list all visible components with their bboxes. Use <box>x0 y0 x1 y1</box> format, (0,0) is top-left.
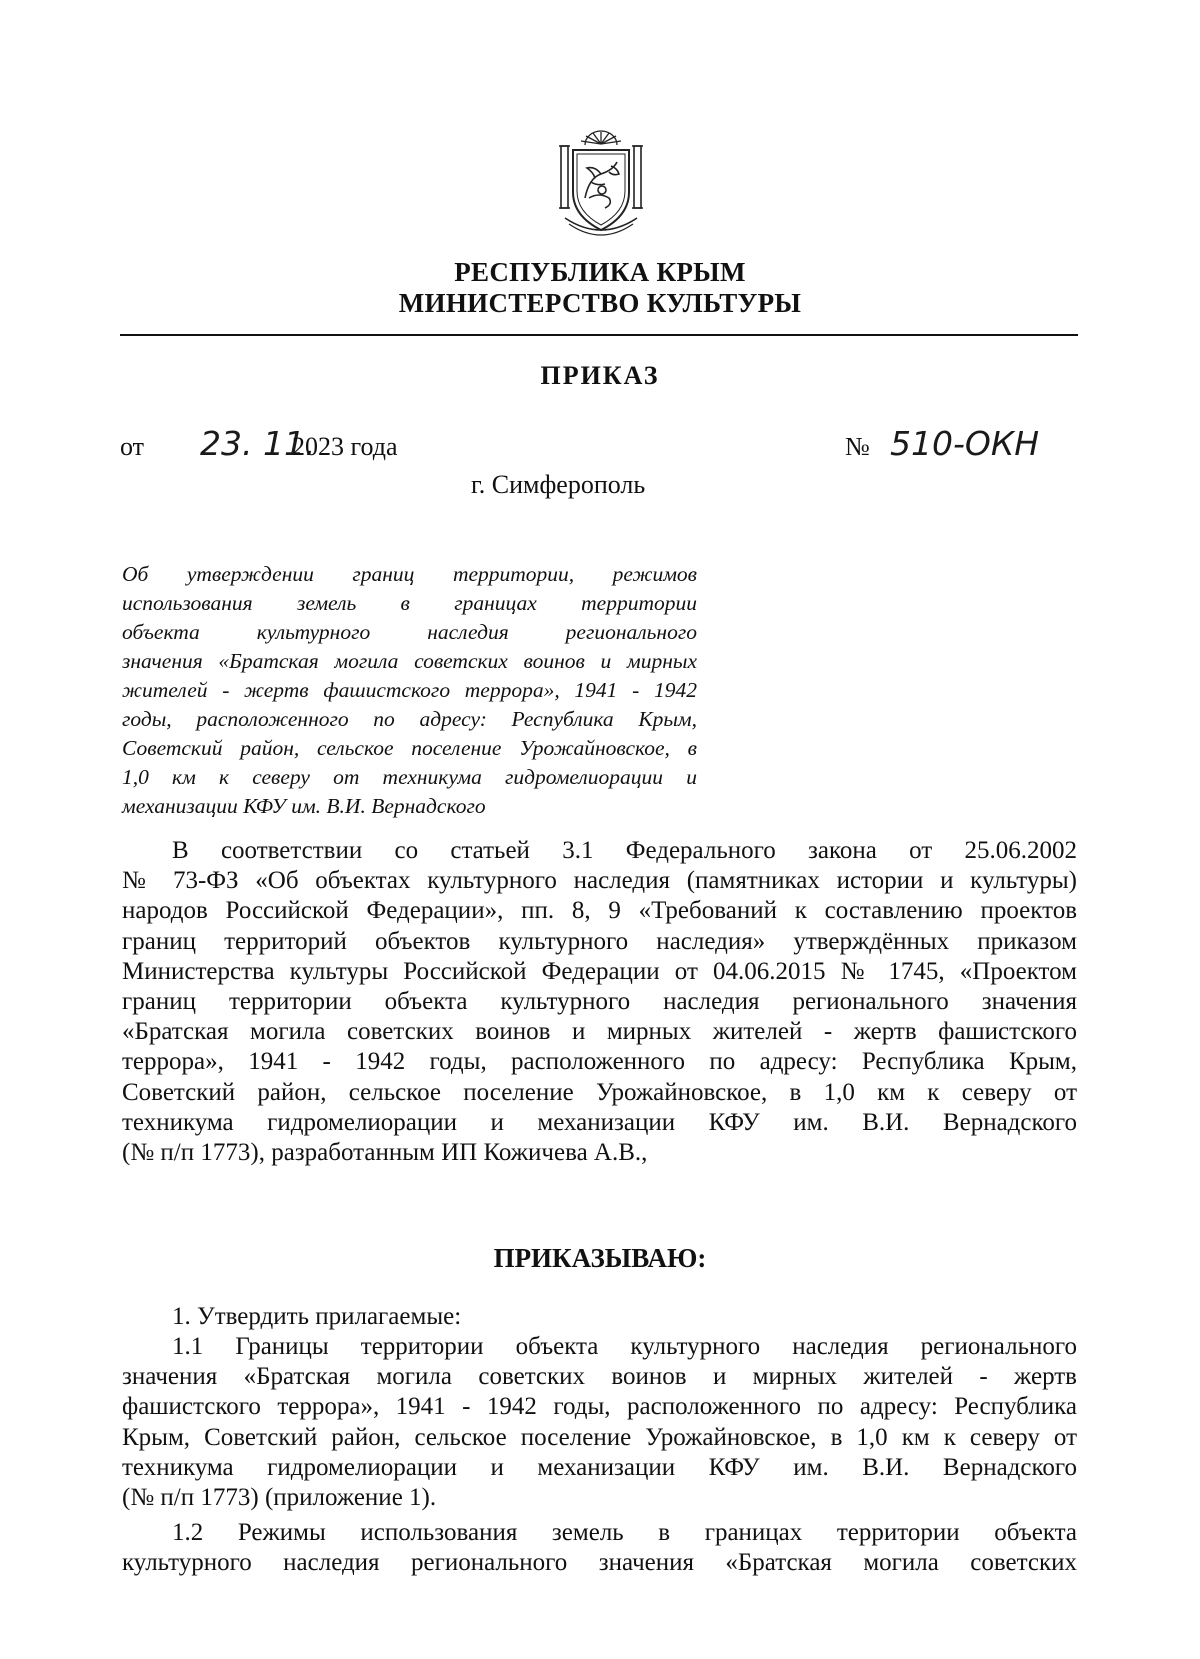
item-1-2-line: 1.2 Режимы использования земель в границах территории объекта <box>172 1519 1077 1546</box>
subject-line: объекта культурного наследия регионального <box>122 620 697 644</box>
city: г. Симферополь <box>471 470 646 499</box>
preamble-line: Министерства культуры Российской Федерации от 04.06.2015 № 1745, «Проектом <box>122 957 1077 985</box>
subject-line: значения «Братская могила советских воинов и мирных <box>122 649 697 673</box>
preamble-line: границ территорий объектов культурного наследия» утверждённых приказом <box>122 927 1077 955</box>
item-1-1 <box>122 1332 1077 1513</box>
preamble-line: № 73-ФЗ «Об объектах культурного наследия (памятниках истории и культуры) <box>122 867 1077 895</box>
subject-line: 1,0 км к северу от техникума гидромелиорации и <box>122 765 697 789</box>
subject-block <box>122 560 697 821</box>
item-1-2-line: культурного наследия регионального значения «Братская могила советских <box>122 1549 1077 1577</box>
preamble-paragraph <box>122 836 1077 1168</box>
item-1-1-line: техникума гидромелиорации и механизации КФУ им. В.И. Вернадского <box>122 1453 1077 1481</box>
number-label: № <box>845 432 870 461</box>
preamble-line: техникума гидромелиорации и механизации КФУ им. В.И. Вернадского <box>122 1108 1077 1136</box>
subject-line: Советский район, сельское поселение Урожайновское, в <box>122 736 697 760</box>
item-1-2 <box>122 1518 1077 1578</box>
subject-line: использования земель в границах территории <box>122 591 697 615</box>
subject-line: механизации КФУ им. В.И. Вернадского <box>122 794 486 818</box>
date-from-label: от <box>120 432 145 461</box>
item-1-1-line: 1.1 Границы территории объекта культурного наследия регионального <box>172 1333 1077 1360</box>
preamble-line: народов Российской Федерации», пп. 8, 9 «Требований к составлению проектов <box>122 897 1077 925</box>
header-republic: РЕСПУБЛИКА КРЫМ <box>454 257 746 287</box>
subject-line: годы, расположенного по адресу: Республика Крым, <box>122 707 697 731</box>
preamble-line: (№ п/п 1773), разработанным ИП Кожичева А.В., <box>122 1139 648 1167</box>
subject-line: жителей - жертв фашистского террора», 1941 - 1942 <box>122 678 697 702</box>
preamble-line: «Братская могила советских воинов и мирных жителей - жертв фашистского <box>122 1018 1077 1046</box>
subject-line: Об утверждении границ территории, режимов <box>122 562 697 586</box>
number-handwritten: 510-ОКН <box>890 424 1040 463</box>
item-1-line: 1. Утвердить прилагаемые: <box>172 1303 462 1330</box>
item-1 <box>122 1302 1077 1332</box>
header-divider <box>120 334 1078 336</box>
preamble-line: В соответствии со статьей 3.1 Федерального закона от 25.06.2002 <box>172 837 1077 864</box>
preamble-line: террора», 1941 - 1942 годы, расположенного по адресу: Республика Крым, <box>122 1048 1077 1076</box>
preamble-line: границ территории объекта культурного наследия регионального значения <box>122 988 1077 1016</box>
preamble-line: Советский район, сельское поселение Урожайновское, в 1,0 км к северу от <box>122 1078 1077 1106</box>
item-1-1-line: фашистского террора», 1941 - 1942 годы, расположенного по адресу: Республика <box>122 1393 1077 1421</box>
command-heading: ПРИКАЗЫВАЮ: <box>493 1243 707 1273</box>
order-title: ПРИКАЗ <box>540 361 660 390</box>
item-1-1-line: Крым, Советский район, сельское поселение Урожайновское, в 1,0 км к северу от <box>122 1423 1077 1451</box>
item-1-1-line: значения «Братская могила советских воинов и мирных жителей - жертв <box>122 1363 1077 1391</box>
coat-of-arms-emblem <box>555 126 647 242</box>
header-ministry: МИНИСТЕРСТВО КУЛЬТУРЫ <box>398 288 802 318</box>
item-1-1-line: (№ п/п 1773) (приложение 1). <box>122 1484 437 1512</box>
date-year: 2023 года <box>292 432 398 461</box>
date-handwritten: 23. 11. <box>200 424 316 463</box>
